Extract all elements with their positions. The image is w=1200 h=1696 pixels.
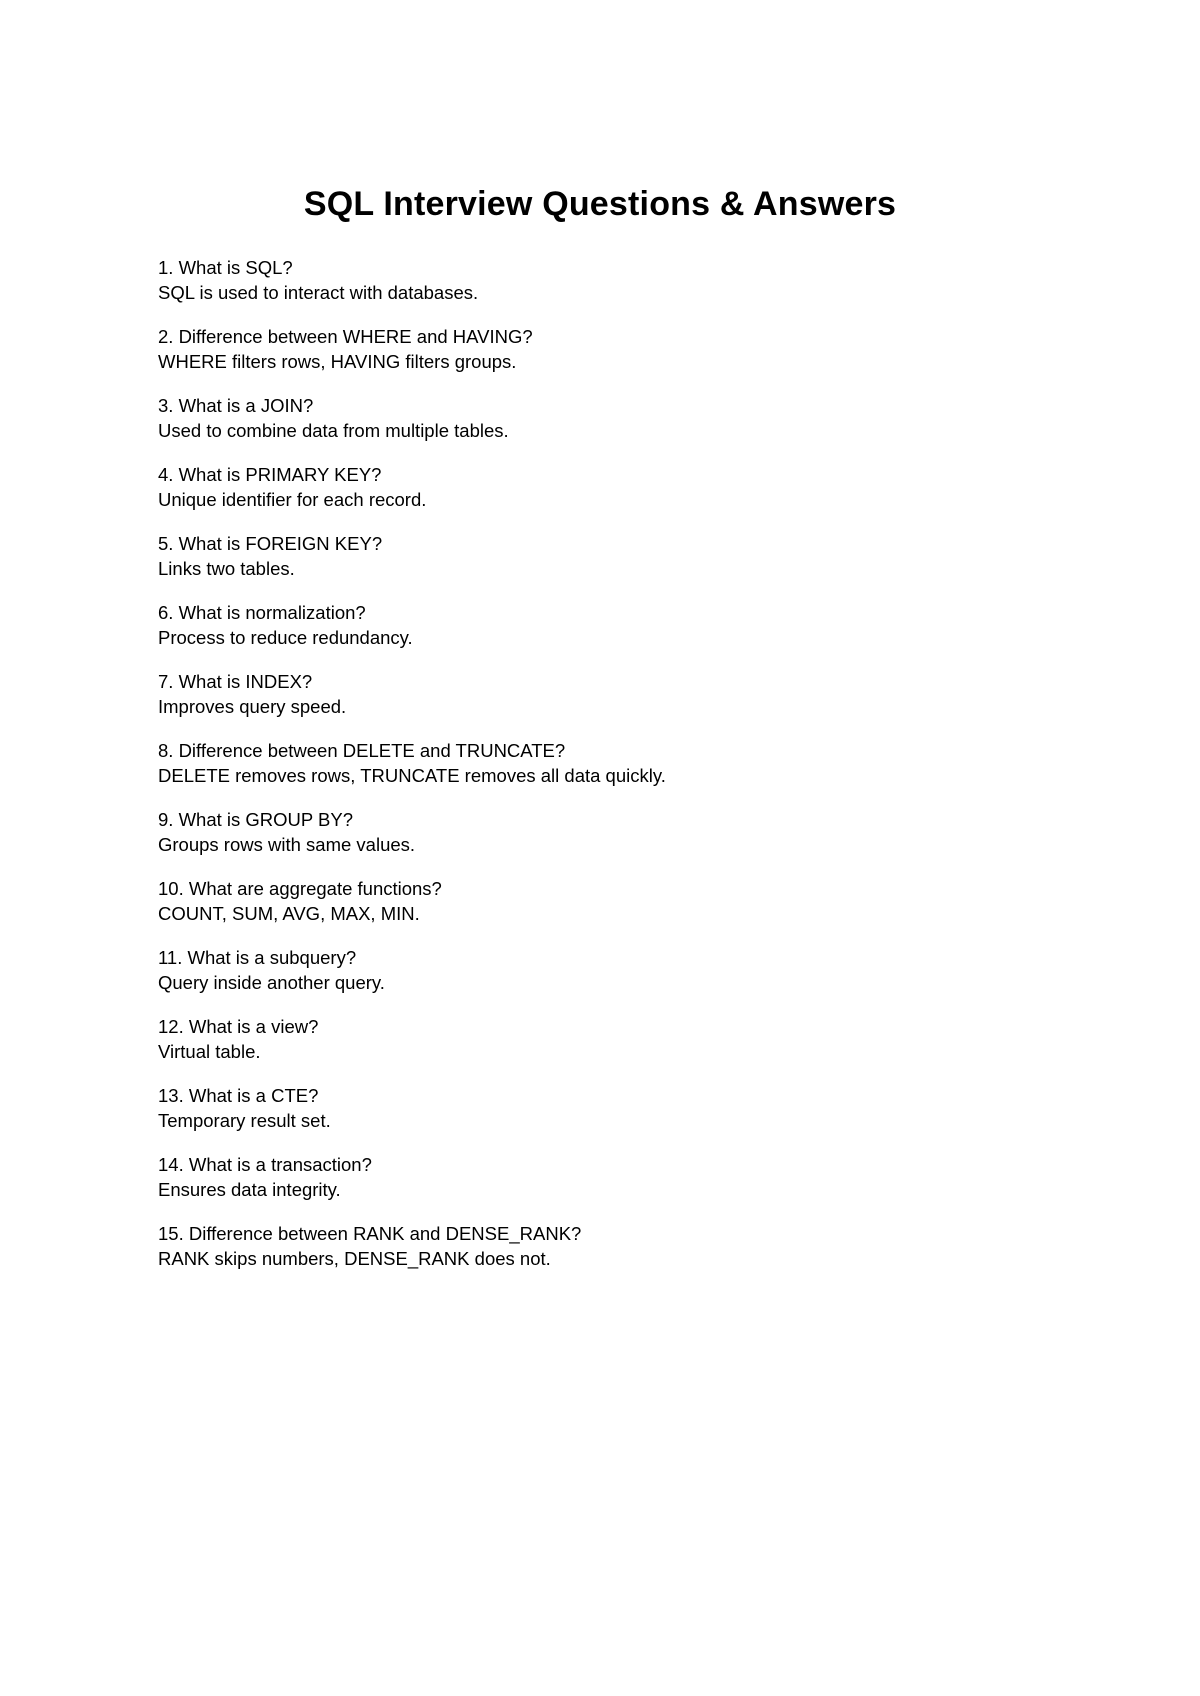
answer-text: Unique identifier for each record.: [158, 488, 427, 510]
qa-item-13: [158, 1084, 1138, 1153]
qa-item-1: [158, 256, 1138, 325]
answer-text: Virtual table.: [158, 1040, 261, 1062]
qa-item-5: [158, 532, 1138, 601]
qa-item-7: [158, 670, 1138, 739]
answer-text: Used to combine data from multiple tables.: [158, 419, 509, 441]
answer-text: Temporary result set.: [158, 1109, 331, 1131]
answer-text: Improves query speed.: [158, 695, 347, 717]
question-text: 9. What is GROUP BY?: [158, 809, 353, 830]
answer-text: WHERE filters rows, HAVING filters groups.: [158, 350, 517, 372]
answer-text: Query inside another query.: [158, 971, 385, 993]
qa-item-6: [158, 601, 1138, 670]
answer-text: Process to reduce redundancy.: [158, 626, 413, 648]
question-text: 2. Difference between WHERE and HAVING?: [158, 326, 533, 347]
answer-text: Ensures data integrity.: [158, 1178, 341, 1200]
qa-item-14: [158, 1153, 1138, 1222]
qa-list: [158, 256, 1138, 1291]
question-text: 6. What is normalization?: [158, 602, 366, 623]
answer-text: COUNT, SUM, AVG, MAX, MIN.: [158, 902, 420, 924]
answer-text: RANK skips numbers, DENSE_RANK does not.: [158, 1247, 551, 1269]
page-title: SQL Interview Questions & Answers: [303, 184, 897, 223]
question-text: 12. What is a view?: [158, 1016, 319, 1037]
question-text: 11. What is a subquery?: [158, 947, 357, 968]
question-text: 7. What is INDEX?: [158, 671, 313, 692]
question-text: 8. Difference between DELETE and TRUNCATE?: [158, 740, 566, 761]
question-text: 3. What is a JOIN?: [158, 395, 314, 416]
question-text: 1. What is SQL?: [158, 257, 293, 278]
qa-item-9: [158, 808, 1138, 877]
question-text: 13. What is a CTE?: [158, 1085, 319, 1106]
question-text: 14. What is a transaction?: [158, 1154, 372, 1175]
qa-item-8: [158, 739, 1138, 808]
qa-item-12: [158, 1015, 1138, 1084]
answer-text: Groups rows with same values.: [158, 833, 416, 855]
qa-item-2: [158, 325, 1138, 394]
question-text: 4. What is PRIMARY KEY?: [158, 464, 382, 485]
qa-item-3: [158, 394, 1138, 463]
answer-text: Links two tables.: [158, 557, 295, 579]
qa-item-15: [158, 1222, 1138, 1291]
answer-text: SQL is used to interact with databases.: [158, 281, 479, 303]
qa-item-10: [158, 877, 1138, 946]
question-text: 5. What is FOREIGN KEY?: [158, 533, 383, 554]
question-text: 10. What are aggregate functions?: [158, 878, 442, 899]
qa-item-4: [158, 463, 1138, 532]
answer-text: DELETE removes rows, TRUNCATE removes all data quickly.: [158, 764, 666, 786]
qa-item-11: [158, 946, 1138, 1015]
question-text: 15. Difference between RANK and DENSE_RANK?: [158, 1223, 582, 1244]
